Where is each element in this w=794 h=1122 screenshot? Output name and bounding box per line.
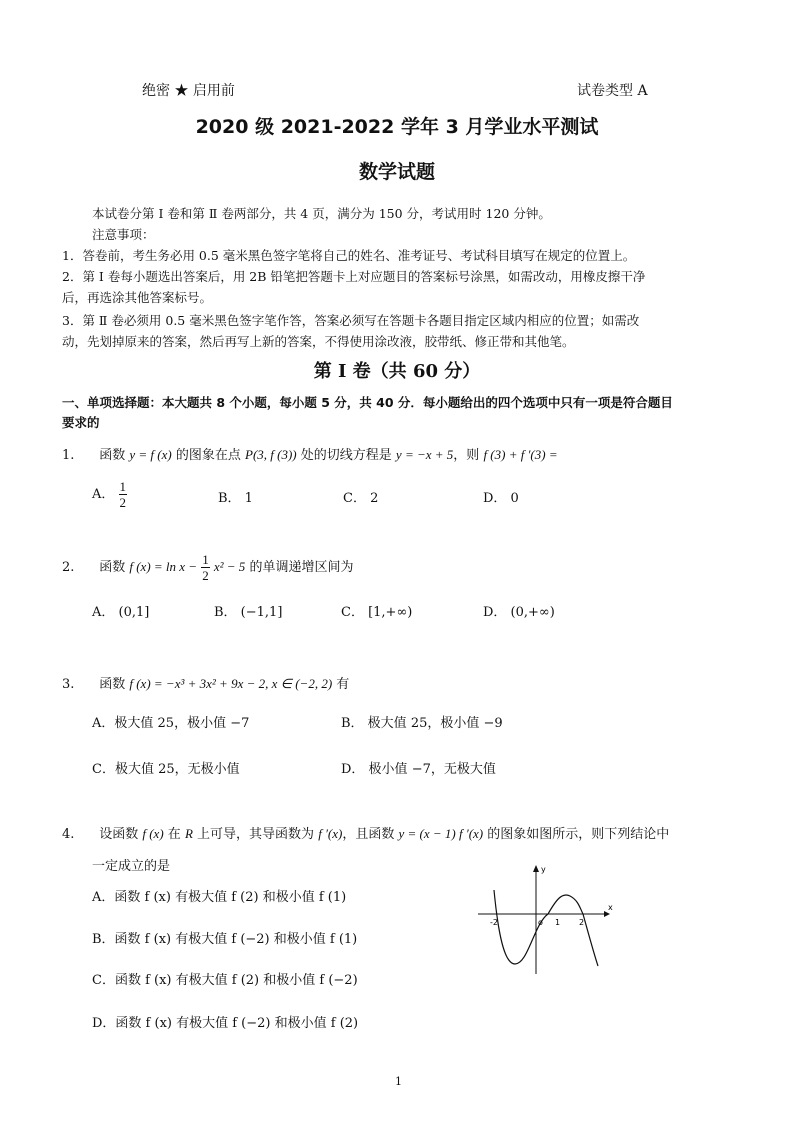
question-number: 4. <box>62 827 75 842</box>
fraction: $\frac{1}{2}$ <box>119 479 127 510</box>
q3-option-a: A．极大值 25，极小值 −7 <box>92 716 250 731</box>
notice-heading: 注意事项： <box>92 227 155 242</box>
q4-option-d: D．函数 f (x) 有极大值 f (−2) 和极小值 f (2) <box>92 1016 359 1031</box>
question-3: 3. 函数 f (x) = −x³ + 3x² + 9x − 2, x ∈ (−2, 2) 有 <box>62 676 350 692</box>
question-number: 2. <box>62 560 75 575</box>
question-4: 4. 设函数 f (x) 在 R 上可导，其导函数为 f ′(x)，且函数 y = (x − 1) f ′(x) 的图象如图所示，则下列结论中 <box>62 826 670 842</box>
section-title: 第 Ⅰ 卷（共 60 分） <box>313 361 481 382</box>
section-description: 一、单项选择题：本大题共 8 个小题，每小题 5 分，共 40 分．每小题给出的四个选项中只有一项是符合题目 <box>62 395 673 410</box>
q2-option-b: B． (−1,1] <box>214 605 283 620</box>
question-number: 1. <box>62 448 75 463</box>
exam-subtitle: 数学试题 <box>358 161 435 183</box>
section-description-cont: 要求的 <box>62 415 100 430</box>
q4-option-b: B．函数 f (x) 有极大值 f (−2) 和极小值 f (1) <box>92 932 358 947</box>
q1-option-d: D． 0 <box>483 491 519 506</box>
q1-option-b: B． 1 <box>218 491 253 506</box>
question-1: 1. 函数 y = f (x) 的图象在点 P(3, f (3)) 处的切线方程是 y = −x + 5，则 f (3) + f ′(3) = <box>62 447 558 463</box>
curve <box>494 890 598 966</box>
tick-label: 1 <box>555 918 561 927</box>
notice-item-3: 3．第 Ⅱ 卷必须用 0.5 毫米黑色签字笔作答，答案必须写在答题卡各题目指定区域内相应的位置；如需改 <box>62 313 640 328</box>
page-number: 1 <box>395 1075 402 1088</box>
q1-option-c: C． 2 <box>343 491 379 506</box>
y-axis-label: y <box>541 865 546 874</box>
tick-label: 2 <box>579 918 585 927</box>
x-axis-label: x <box>608 903 613 912</box>
exam-title: 2020 级 2021-2022 学年 3 月学业水平测试 <box>195 116 599 138</box>
origin-label: o <box>538 918 543 927</box>
q2-option-c: C． [1,+∞) <box>341 605 413 620</box>
notice-item-2: 2．第 Ⅰ 卷每小题选出答案后，用 2B 铅笔把答题卡上对应题目的答案标号涂黑，如需改动，用橡皮擦干净 <box>62 269 646 284</box>
paper-type-label: 试卷类型 A <box>577 83 648 99</box>
q1-option-a: A． $\frac{1}{2}$ <box>92 479 127 510</box>
notice-item-3-cont: 动，先划掉原来的答案，然后再写上新的答案，不得使用涂改液，胶带纸、修正带和其他笔。 <box>62 334 575 349</box>
y-axis-arrow <box>533 865 539 872</box>
notice-item-1: 1．答卷前，考生务必用 0.5 毫米黑色签字笔将自己的姓名、准考证号、考试科目填写在规定的位置上。 <box>62 248 636 263</box>
derivative-graph <box>470 862 620 982</box>
confidential-label: 绝密 ★ 启用前 <box>142 83 235 99</box>
q3-option-b: B． 极大值 25，极小值 −9 <box>341 716 503 731</box>
tick-label: -2 <box>490 918 498 927</box>
notice-item-2-cont: 后，再选涂其他答案标号。 <box>62 290 213 305</box>
fraction: $\frac{1}{2}$ <box>202 552 209 583</box>
q3-option-d: D． 极小值 −7，无极大值 <box>341 762 496 777</box>
q3-option-c: C．极大值 25，无极小值 <box>92 762 240 777</box>
q2-option-a: A． (0,1] <box>92 605 150 620</box>
q2-option-d: D． (0,+∞) <box>483 605 555 620</box>
question-number: 3. <box>62 677 75 692</box>
q4-option-c: C．函数 f (x) 有极大值 f (2) 和极小值 f (−2) <box>92 973 358 988</box>
notice-intro: 本试卷分第 Ⅰ 卷和第 Ⅱ 卷两部分，共 4 页，满分为 150 分，考试用时 120 分钟。 <box>92 206 551 221</box>
question-4-cont: 一定成立的是 <box>92 859 171 874</box>
question-2: 2. 函数 f (x) = ln x − $\frac{1}{2}$ x² − 5 的单调递增区间为 <box>62 552 354 583</box>
q4-option-a: A．函数 f (x) 有极大值 f (2) 和极小值 f (1) <box>92 890 347 905</box>
